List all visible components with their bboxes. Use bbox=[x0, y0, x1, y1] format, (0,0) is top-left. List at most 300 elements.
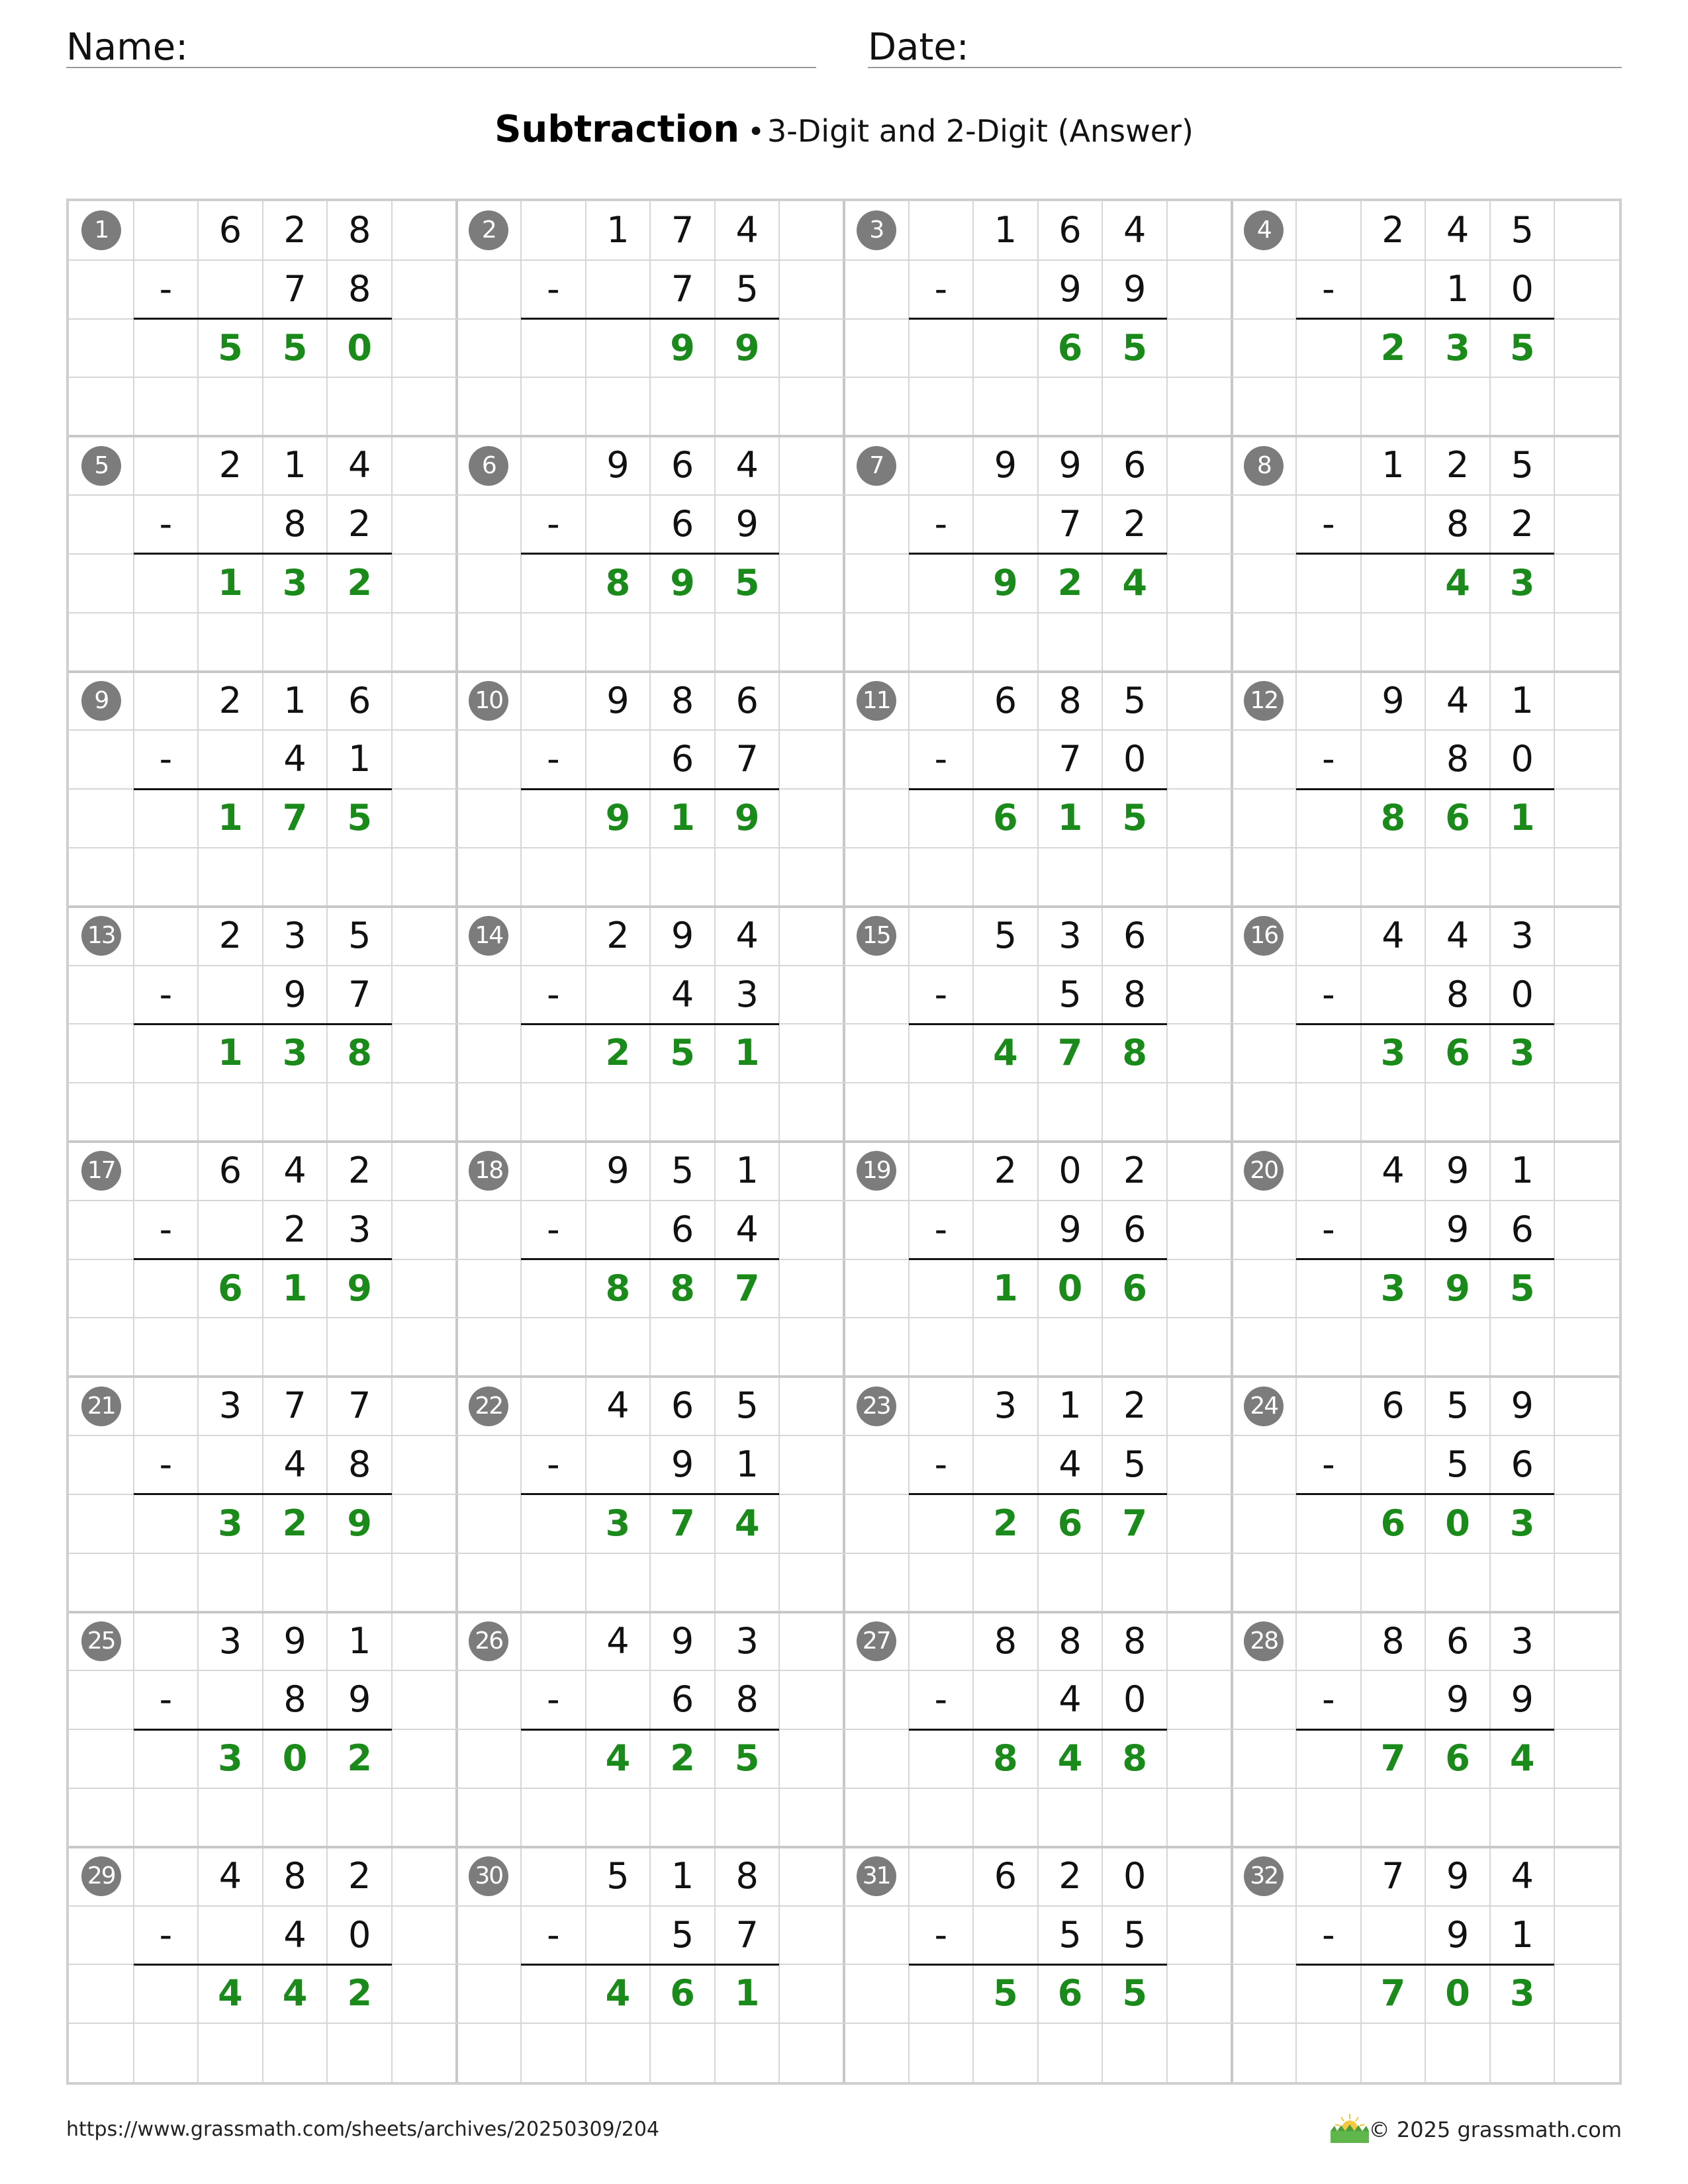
subtrahend-digit: 6 bbox=[1123, 1208, 1147, 1250]
problem bbox=[69, 201, 457, 436]
problem-number-badge: 31 bbox=[857, 1856, 896, 1896]
minuend-digit: 5 bbox=[348, 914, 371, 956]
minuend-digit: 4 bbox=[1446, 209, 1470, 251]
minuend-digit: 2 bbox=[994, 1150, 1017, 1191]
problem bbox=[457, 1847, 845, 2082]
answer-digit: 3 bbox=[1509, 1032, 1535, 1074]
subtrahend-digit: 1 bbox=[348, 738, 371, 780]
subtrahend-digit: 9 bbox=[735, 503, 759, 545]
subtrahend-digit: 8 bbox=[735, 1678, 759, 1721]
problem bbox=[1232, 1612, 1620, 1847]
problem bbox=[1232, 436, 1620, 671]
minuend-digit: 2 bbox=[1123, 1385, 1147, 1427]
answer-rule bbox=[134, 553, 392, 555]
minuend-digit: 1 bbox=[348, 1619, 371, 1662]
subtrahend-digit: 5 bbox=[1123, 1443, 1147, 1486]
subtrahend-digit: 6 bbox=[671, 1208, 694, 1250]
subtrahend-digit: 9 bbox=[1446, 1678, 1470, 1721]
minus-sign: - bbox=[934, 1913, 948, 1956]
answer-digit: 1 bbox=[734, 1032, 760, 1074]
answer-digit: 0 bbox=[1445, 1972, 1470, 2015]
subtrahend-digit: 5 bbox=[1446, 1443, 1470, 1486]
answer-rule bbox=[909, 553, 1167, 555]
minus-sign: - bbox=[547, 1443, 560, 1486]
answer-digit: 7 bbox=[1057, 1032, 1083, 1074]
minuend-digit: 7 bbox=[283, 1385, 306, 1427]
minuend-digit: 4 bbox=[283, 1150, 306, 1191]
problem-number-badge: 1 bbox=[81, 210, 121, 250]
problem-number-badge: 16 bbox=[1244, 916, 1284, 956]
problem-number-badge: 21 bbox=[81, 1387, 121, 1426]
subtrahend-digit: 9 bbox=[1511, 1678, 1534, 1721]
minuend-digit: 3 bbox=[735, 1619, 759, 1662]
subtrahend-digit: 3 bbox=[348, 1208, 371, 1250]
subtrahend-digit: 3 bbox=[735, 973, 759, 1015]
minuend-digit: 1 bbox=[283, 444, 306, 486]
answer-digit: 3 bbox=[1445, 326, 1470, 369]
minuend-digit: 2 bbox=[218, 444, 242, 486]
minuend-digit: 2 bbox=[348, 1150, 371, 1191]
problem bbox=[69, 1377, 457, 1612]
answer-digit: 9 bbox=[734, 326, 760, 369]
minus-sign: - bbox=[934, 503, 948, 545]
answer-rule bbox=[909, 1964, 1167, 1966]
minuend-digit: 3 bbox=[1511, 914, 1534, 956]
minus-sign: - bbox=[159, 267, 173, 310]
minuend-digit: 6 bbox=[671, 1385, 694, 1427]
minuend-digit: 4 bbox=[735, 209, 759, 251]
answer-rule bbox=[521, 1964, 779, 1966]
minuend-digit: 6 bbox=[671, 444, 694, 486]
subtrahend-digit: 6 bbox=[671, 1678, 694, 1721]
minus-sign: - bbox=[547, 267, 560, 310]
subtrahend-digit: 9 bbox=[283, 973, 306, 1015]
subtrahend-digit: 0 bbox=[1511, 738, 1534, 780]
answer-digit: 4 bbox=[605, 1972, 631, 2015]
minuend-digit: 8 bbox=[1123, 1619, 1147, 1662]
minus-sign: - bbox=[547, 1678, 560, 1721]
answer-digit: 1 bbox=[734, 1972, 760, 2015]
minus-sign: - bbox=[934, 1208, 948, 1250]
subtrahend-digit: 6 bbox=[1511, 1208, 1534, 1250]
subtrahend-digit: 2 bbox=[1511, 503, 1534, 545]
subtrahend-digit: 0 bbox=[1123, 1678, 1147, 1721]
minuend-digit: 4 bbox=[1382, 1150, 1405, 1191]
answer-rule bbox=[521, 553, 779, 555]
problem bbox=[1232, 907, 1620, 1142]
minuend-digit: 4 bbox=[735, 444, 759, 486]
answer-digit: 6 bbox=[1380, 1502, 1406, 1544]
minuend-digit: 9 bbox=[606, 1150, 630, 1191]
answer-digit: 5 bbox=[218, 326, 243, 369]
minuend-digit: 6 bbox=[994, 679, 1017, 721]
subtrahend-digit: 0 bbox=[348, 1913, 371, 1956]
subtrahend-digit: 4 bbox=[671, 973, 694, 1015]
minuend-digit: 4 bbox=[1382, 914, 1405, 956]
minuend-digit: 3 bbox=[283, 914, 306, 956]
answer-digit: 5 bbox=[1509, 1267, 1535, 1309]
answer-digit: 3 bbox=[1509, 561, 1535, 604]
problem-number-badge: 12 bbox=[1244, 681, 1284, 721]
minuend-digit: 6 bbox=[218, 1150, 242, 1191]
minus-sign: - bbox=[1322, 503, 1335, 545]
answer-digit: 5 bbox=[1122, 797, 1147, 839]
answer-digit: 9 bbox=[670, 326, 695, 369]
answer-digit: 2 bbox=[347, 1972, 372, 2015]
answer-digit: 8 bbox=[1122, 1737, 1147, 1780]
answer-digit: 7 bbox=[1380, 1972, 1406, 2015]
problem bbox=[1232, 201, 1620, 436]
minus-sign: - bbox=[547, 1208, 560, 1250]
minuend-digit: 9 bbox=[283, 1619, 306, 1662]
problem bbox=[844, 201, 1232, 436]
answer-digit: 3 bbox=[1380, 1267, 1406, 1309]
answer-digit: 1 bbox=[1057, 797, 1083, 839]
subtrahend-digit: 9 bbox=[348, 1678, 371, 1721]
answer-digit: 7 bbox=[670, 1502, 695, 1544]
minuend-digit: 6 bbox=[218, 209, 242, 251]
minuend-digit: 8 bbox=[1058, 1619, 1082, 1662]
minuend-digit: 4 bbox=[348, 444, 371, 486]
minus-sign: - bbox=[159, 1208, 173, 1250]
subtrahend-digit: 9 bbox=[1058, 1208, 1082, 1250]
problem bbox=[69, 1612, 457, 1847]
problem bbox=[69, 436, 457, 671]
answer-digit: 9 bbox=[605, 797, 631, 839]
problem-number-badge: 10 bbox=[469, 681, 508, 721]
answer-digit: 5 bbox=[1509, 326, 1535, 369]
answer-digit: 1 bbox=[218, 561, 243, 604]
answer-digit: 2 bbox=[347, 1737, 372, 1780]
answer-digit: 1 bbox=[218, 797, 243, 839]
answer-rule bbox=[134, 1729, 392, 1731]
problem-number-badge: 25 bbox=[81, 1621, 121, 1661]
minuend-digit: 9 bbox=[606, 444, 630, 486]
problem-number-badge: 28 bbox=[1244, 1621, 1284, 1661]
answer-rule bbox=[521, 318, 779, 320]
answer-digit: 9 bbox=[670, 561, 695, 604]
subtrahend-digit: 6 bbox=[671, 503, 694, 545]
minuend-digit: 9 bbox=[994, 444, 1017, 486]
problem-number-badge: 20 bbox=[1244, 1151, 1284, 1191]
minuend-digit: 9 bbox=[1058, 444, 1082, 486]
answer-digit: 7 bbox=[734, 1267, 760, 1309]
minuend-digit: 1 bbox=[671, 1854, 694, 1897]
answer-digit: 2 bbox=[1057, 561, 1083, 604]
answer-rule bbox=[1296, 553, 1554, 555]
title-separator: • bbox=[747, 115, 765, 149]
answer-rule bbox=[521, 1493, 779, 1495]
answer-digit: 5 bbox=[670, 1032, 695, 1074]
answer-digit: 9 bbox=[347, 1502, 372, 1544]
answer-digit: 4 bbox=[218, 1972, 243, 2015]
subtrahend-digit: 4 bbox=[283, 738, 306, 780]
minus-sign: - bbox=[547, 503, 560, 545]
answer-rule bbox=[1296, 788, 1554, 790]
problem bbox=[844, 1377, 1232, 1612]
problem-number-badge: 24 bbox=[1244, 1387, 1284, 1426]
problem-number-badge: 26 bbox=[469, 1621, 508, 1661]
subtrahend-digit: 8 bbox=[1123, 973, 1147, 1015]
problem-number-badge: 32 bbox=[1244, 1856, 1284, 1896]
worksheet-title bbox=[0, 106, 1688, 162]
footer-copyright: © 2025 grassmath.com bbox=[1368, 2117, 1622, 2142]
minus-sign: - bbox=[934, 1678, 948, 1721]
minuend-digit: 9 bbox=[671, 914, 694, 956]
subtrahend-digit: 5 bbox=[671, 1913, 694, 1956]
minuend-digit: 2 bbox=[218, 679, 242, 721]
problem bbox=[457, 1612, 845, 1847]
problem-number-badge: 11 bbox=[857, 681, 896, 721]
problem bbox=[844, 672, 1232, 907]
answer-digit: 3 bbox=[605, 1502, 631, 1544]
subtrahend-digit: 7 bbox=[735, 1913, 759, 1956]
answer-digit: 3 bbox=[1509, 1972, 1535, 2015]
answer-digit: 0 bbox=[1445, 1502, 1470, 1544]
title-main: Subtraction bbox=[494, 108, 740, 151]
answer-rule bbox=[134, 1023, 392, 1025]
problem bbox=[1232, 1142, 1620, 1377]
minus-sign: - bbox=[1322, 1443, 1335, 1486]
minuend-digit: 1 bbox=[1511, 1150, 1534, 1191]
answer-digit: 1 bbox=[670, 797, 695, 839]
minuend-digit: 9 bbox=[1446, 1150, 1470, 1191]
problem bbox=[1232, 672, 1620, 907]
answer-rule bbox=[134, 1964, 392, 1966]
minus-sign: - bbox=[547, 973, 560, 1015]
answer-digit: 3 bbox=[1509, 1502, 1535, 1544]
answer-rule bbox=[134, 788, 392, 790]
subtrahend-digit: 2 bbox=[348, 503, 371, 545]
problem-number-badge: 30 bbox=[469, 1856, 508, 1896]
minuend-digit: 5 bbox=[1511, 444, 1534, 486]
minuend-digit: 5 bbox=[1511, 209, 1534, 251]
minuend-digit: 4 bbox=[1123, 209, 1147, 251]
answer-digit: 7 bbox=[1122, 1502, 1147, 1544]
subtrahend-digit: 0 bbox=[1511, 267, 1534, 310]
minuend-digit: 4 bbox=[1511, 1854, 1534, 1897]
subtrahend-digit: 4 bbox=[283, 1913, 306, 1956]
minus-sign: - bbox=[159, 503, 173, 545]
answer-rule bbox=[909, 1023, 1167, 1025]
minuend-digit: 4 bbox=[606, 1619, 630, 1662]
minuend-digit: 5 bbox=[1123, 679, 1147, 721]
answer-digit: 8 bbox=[605, 561, 631, 604]
answer-digit: 8 bbox=[1122, 1032, 1147, 1074]
answer-rule bbox=[521, 1729, 779, 1731]
minuend-digit: 2 bbox=[283, 209, 306, 251]
answer-digit: 5 bbox=[347, 797, 372, 839]
answer-digit: 4 bbox=[1057, 1737, 1083, 1780]
problem-number-badge: 9 bbox=[81, 681, 121, 721]
subtrahend-digit: 1 bbox=[1446, 267, 1470, 310]
answer-digit: 6 bbox=[1445, 1032, 1470, 1074]
answer-digit: 3 bbox=[218, 1502, 243, 1544]
subtrahend-digit: 8 bbox=[1446, 973, 1470, 1015]
answer-rule bbox=[134, 1493, 392, 1495]
minuend-digit: 3 bbox=[1511, 1619, 1534, 1662]
answer-digit: 3 bbox=[1380, 1032, 1406, 1074]
minuend-digit: 3 bbox=[218, 1385, 242, 1427]
minuend-digit: 5 bbox=[735, 1385, 759, 1427]
date-label: Date: bbox=[868, 26, 969, 69]
answer-digit: 2 bbox=[1380, 326, 1406, 369]
minuend-digit: 2 bbox=[606, 914, 630, 956]
minuend-digit: 2 bbox=[218, 914, 242, 956]
subtrahend-digit: 7 bbox=[1058, 503, 1082, 545]
answer-digit: 8 bbox=[993, 1737, 1018, 1780]
minuend-digit: 2 bbox=[1446, 444, 1470, 486]
answer-digit: 4 bbox=[993, 1032, 1018, 1074]
answer-digit: 4 bbox=[282, 1972, 308, 2015]
minuend-digit: 1 bbox=[1511, 679, 1534, 721]
minuend-digit: 5 bbox=[671, 1150, 694, 1191]
answer-rule bbox=[521, 1258, 779, 1260]
minuend-digit: 0 bbox=[1058, 1150, 1082, 1191]
minuend-digit: 3 bbox=[218, 1619, 242, 1662]
subtrahend-digit: 7 bbox=[671, 267, 694, 310]
problem-number-badge: 29 bbox=[81, 1856, 121, 1896]
problem-number-badge: 22 bbox=[469, 1387, 508, 1426]
minuend-digit: 9 bbox=[671, 1619, 694, 1662]
minus-sign: - bbox=[1322, 267, 1335, 310]
subtrahend-digit: 9 bbox=[1446, 1913, 1470, 1956]
minuend-digit: 6 bbox=[1123, 914, 1147, 956]
minuend-digit: 7 bbox=[1382, 1854, 1405, 1897]
problem bbox=[1232, 1377, 1620, 1612]
minuend-digit: 6 bbox=[1058, 209, 1082, 251]
minuend-digit: 0 bbox=[1123, 1854, 1147, 1897]
subtrahend-digit: 9 bbox=[1446, 1208, 1470, 1250]
minuend-digit: 7 bbox=[671, 209, 694, 251]
minuend-digit: 9 bbox=[1511, 1385, 1534, 1427]
answer-digit: 8 bbox=[1380, 797, 1406, 839]
minus-sign: - bbox=[159, 973, 173, 1015]
minus-sign: - bbox=[159, 1443, 173, 1486]
footer-url: https://www.grassmath.com/sheets/archives/20250309/204 bbox=[66, 2118, 660, 2141]
problem-number-badge: 18 bbox=[469, 1151, 508, 1191]
answer-digit: 7 bbox=[1380, 1737, 1406, 1780]
answer-digit: 1 bbox=[218, 1032, 243, 1074]
minuend-digit: 2 bbox=[1382, 209, 1405, 251]
minuend-digit: 6 bbox=[1382, 1385, 1405, 1427]
problem-number-badge: 6 bbox=[469, 446, 508, 486]
answer-digit: 1 bbox=[993, 1267, 1018, 1309]
problem bbox=[457, 436, 845, 671]
answer-digit: 5 bbox=[734, 561, 760, 604]
answer-rule bbox=[1296, 1964, 1554, 1966]
subtrahend-digit: 4 bbox=[283, 1443, 306, 1486]
minuend-digit: 6 bbox=[348, 679, 371, 721]
problem bbox=[844, 1142, 1232, 1377]
minus-sign: - bbox=[1322, 1678, 1335, 1721]
minuend-digit: 5 bbox=[994, 914, 1017, 956]
minuend-digit: 1 bbox=[1382, 444, 1405, 486]
minuend-digit: 8 bbox=[283, 1854, 306, 1897]
problem bbox=[844, 1612, 1232, 1847]
answer-rule bbox=[521, 1023, 779, 1025]
minus-sign: - bbox=[1322, 1913, 1335, 1956]
answer-digit: 6 bbox=[1445, 797, 1470, 839]
answer-digit: 0 bbox=[347, 326, 372, 369]
minuend-digit: 1 bbox=[735, 1150, 759, 1191]
minuend-digit: 8 bbox=[735, 1854, 759, 1897]
minuend-digit: 8 bbox=[1382, 1619, 1405, 1662]
subtrahend-digit: 4 bbox=[1058, 1678, 1082, 1721]
problem-number-badge: 17 bbox=[81, 1151, 121, 1191]
minuend-digit: 2 bbox=[1123, 1150, 1147, 1191]
subtrahend-digit: 0 bbox=[1123, 738, 1147, 780]
minuend-digit: 1 bbox=[606, 209, 630, 251]
subtrahend-digit: 4 bbox=[1058, 1443, 1082, 1486]
answer-rule bbox=[909, 788, 1167, 790]
answer-digit: 9 bbox=[1445, 1267, 1470, 1309]
answer-digit: 9 bbox=[734, 797, 760, 839]
minuend-digit: 3 bbox=[994, 1385, 1017, 1427]
subtrahend-digit: 9 bbox=[671, 1443, 694, 1486]
minuend-digit: 4 bbox=[606, 1385, 630, 1427]
answer-digit: 4 bbox=[1509, 1737, 1535, 1780]
answer-digit: 5 bbox=[1122, 326, 1147, 369]
minuend-digit: 2 bbox=[348, 1854, 371, 1897]
minus-sign: - bbox=[934, 738, 948, 780]
answer-rule bbox=[909, 318, 1167, 320]
date-line bbox=[868, 67, 1622, 68]
minuend-digit: 1 bbox=[994, 209, 1017, 251]
answer-digit: 2 bbox=[282, 1502, 308, 1544]
minuend-digit: 2 bbox=[1058, 1854, 1082, 1897]
minuend-digit: 8 bbox=[1058, 679, 1082, 721]
answer-rule bbox=[521, 788, 779, 790]
minus-sign: - bbox=[1322, 1208, 1335, 1250]
answer-rule bbox=[1296, 318, 1554, 320]
minuend-digit: 6 bbox=[1446, 1619, 1470, 1662]
problem-number-badge: 2 bbox=[469, 210, 508, 250]
minus-sign: - bbox=[159, 1913, 173, 1956]
minuend-digit: 9 bbox=[1446, 1854, 1470, 1897]
minuend-digit: 4 bbox=[1446, 914, 1470, 956]
answer-rule bbox=[134, 1258, 392, 1260]
problem bbox=[844, 1847, 1232, 2082]
problem bbox=[844, 436, 1232, 671]
title-subtitle: 3-Digit and 2-Digit (Answer) bbox=[767, 113, 1194, 149]
name-line bbox=[66, 67, 816, 68]
subtrahend-digit: 7 bbox=[1058, 738, 1082, 780]
answer-digit: 8 bbox=[670, 1267, 695, 1309]
subtrahend-digit: 5 bbox=[1058, 1913, 1082, 1956]
subtrahend-digit: 5 bbox=[1058, 973, 1082, 1015]
subtrahend-digit: 2 bbox=[1123, 503, 1147, 545]
minuend-digit: 4 bbox=[218, 1854, 242, 1897]
minus-sign: - bbox=[1322, 973, 1335, 1015]
minus-sign: - bbox=[934, 1443, 948, 1486]
name-label: Name: bbox=[66, 26, 189, 69]
answer-rule bbox=[909, 1258, 1167, 1260]
problem bbox=[457, 1142, 845, 1377]
answer-digit: 3 bbox=[282, 1032, 308, 1074]
minus-sign: - bbox=[159, 1678, 173, 1721]
minuend-digit: 8 bbox=[348, 209, 371, 251]
problem bbox=[457, 672, 845, 907]
answer-rule bbox=[909, 1493, 1167, 1495]
problem bbox=[457, 1377, 845, 1612]
answer-digit: 6 bbox=[1057, 1502, 1083, 1544]
problem bbox=[69, 1847, 457, 2082]
minus-sign: - bbox=[547, 1913, 560, 1956]
subtrahend-digit: 2 bbox=[283, 1208, 306, 1250]
problem bbox=[1232, 1847, 1620, 2082]
minuend-digit: 9 bbox=[1382, 679, 1405, 721]
